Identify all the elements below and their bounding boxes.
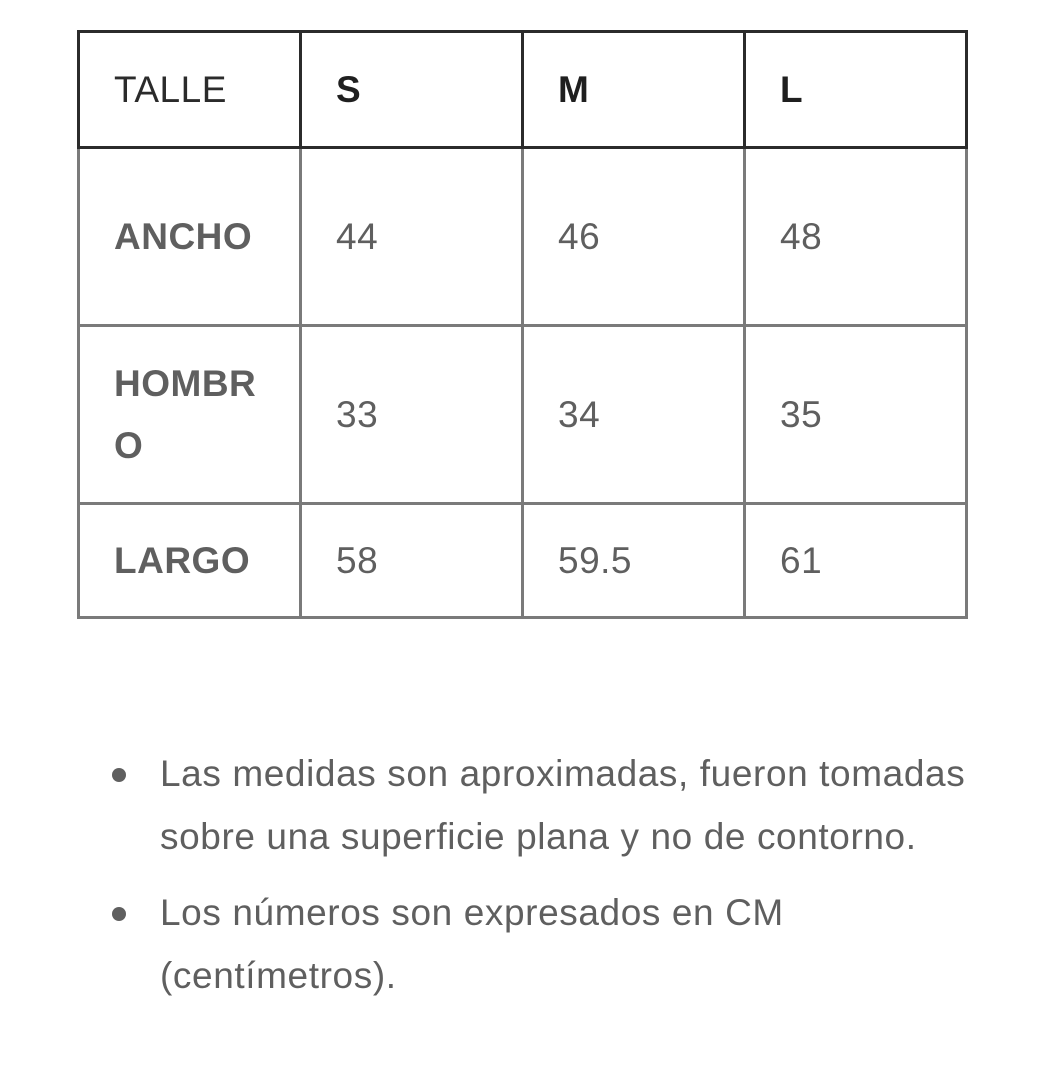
note-text: Las medidas son aproximadas, fueron tomadas sobre una superficie plana y no de contorno.: [160, 753, 966, 857]
list-item: [110, 742, 990, 868]
cell-hombro-m: 34: [523, 326, 745, 504]
table-row-hombro: [79, 326, 967, 504]
cell-ancho-m: 46: [523, 148, 745, 326]
table-row-ancho: [79, 148, 967, 326]
header-size-m: M: [523, 32, 745, 148]
cell-ancho-s: 44: [301, 148, 523, 326]
row-label-largo: LARGO: [79, 504, 301, 618]
table-row-largo: [79, 504, 967, 618]
cell-hombro-s: 33: [301, 326, 523, 504]
header-talle: TALLE: [79, 32, 301, 148]
size-chart-table: [77, 30, 968, 619]
cell-ancho-l: 48: [745, 148, 967, 326]
cell-largo-s: 58: [301, 504, 523, 618]
row-label-ancho: ANCHO: [79, 148, 301, 326]
cell-hombro-l: 35: [745, 326, 967, 504]
cell-largo-l: 61: [745, 504, 967, 618]
header-size-l: L: [745, 32, 967, 148]
row-label-hombro: HOMBRO: [79, 326, 301, 504]
table-header-row: [79, 32, 967, 148]
notes-list: [110, 742, 990, 1020]
note-text: Los números son expresados en CM (centímetros).: [160, 892, 784, 996]
bullet-icon: [112, 907, 126, 921]
cell-largo-m: 59.5: [523, 504, 745, 618]
bullet-icon: [112, 768, 126, 782]
header-size-s: S: [301, 32, 523, 148]
list-item: [110, 881, 990, 1007]
